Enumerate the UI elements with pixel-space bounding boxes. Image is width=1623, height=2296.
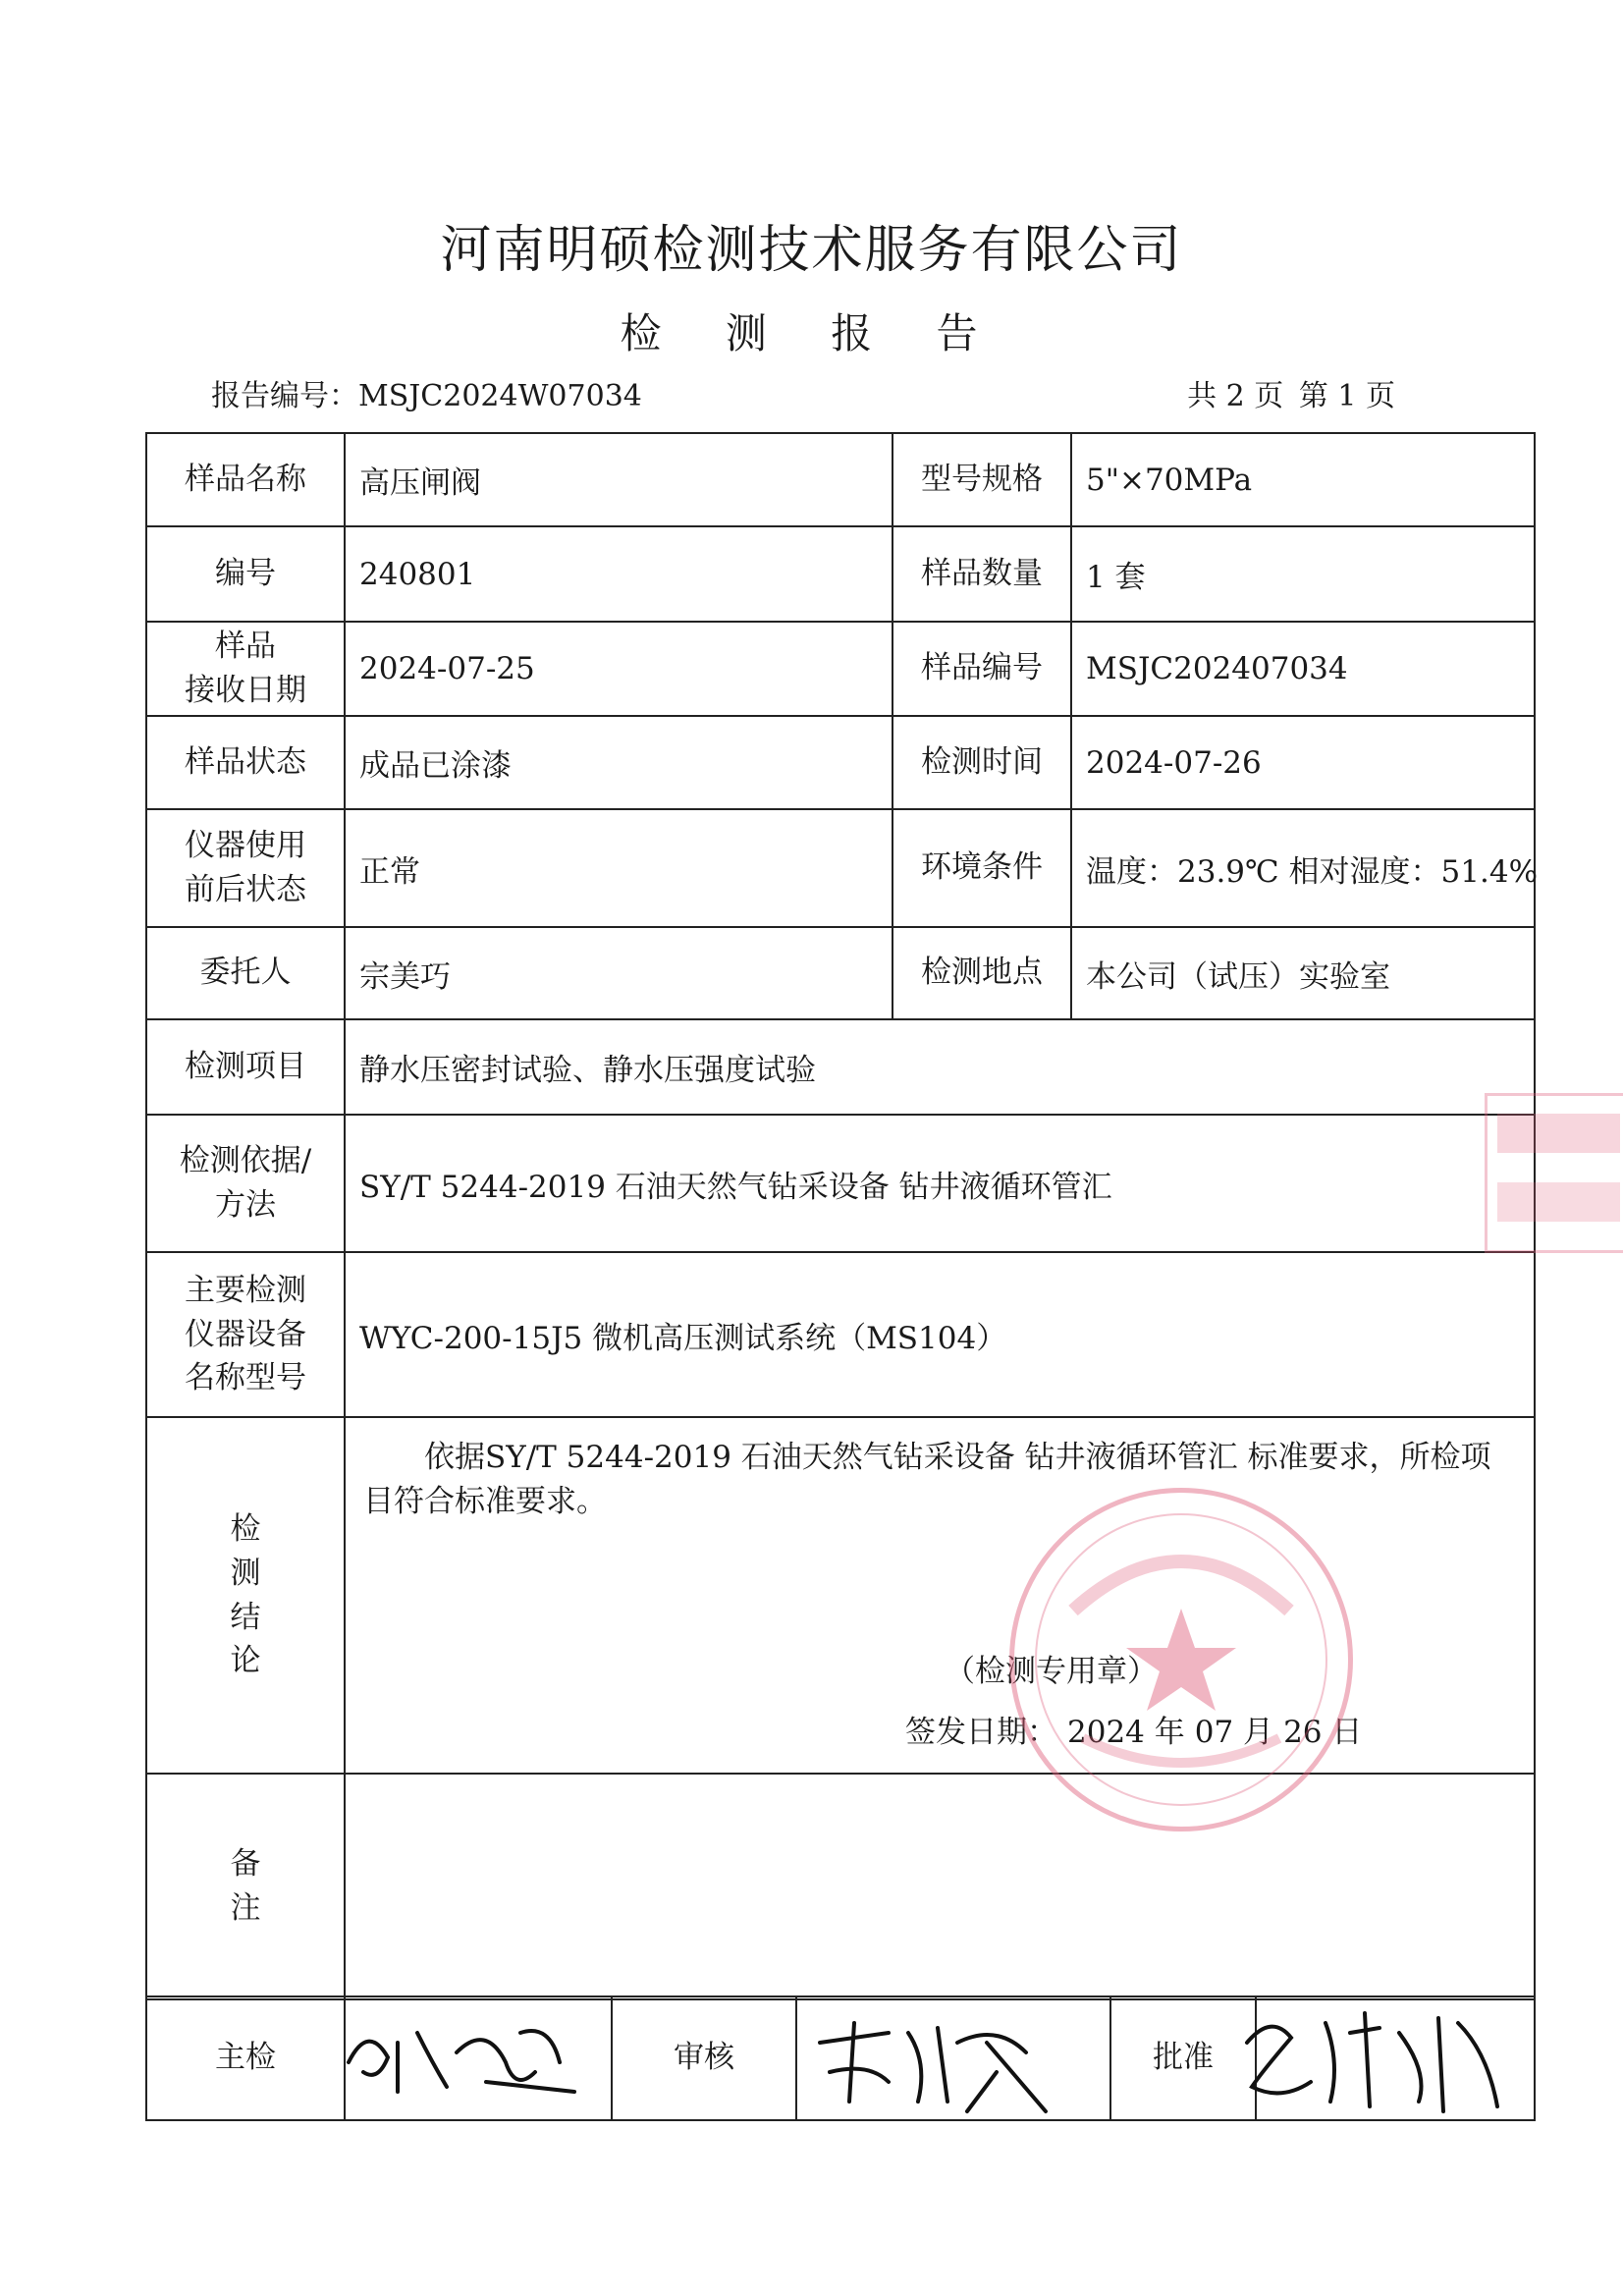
page-total: 共 2 页 <box>1187 379 1284 413</box>
table-row <box>146 1019 1535 1115</box>
env-label: 环境条件 <box>893 809 1071 927</box>
official-seal-stamp <box>1009 1488 1353 1831</box>
client-label: 委托人 <box>146 927 345 1019</box>
remarks-label-char: 注 <box>230 1890 261 1926</box>
reviewer-signature <box>800 2003 1065 2121</box>
equipment-label <box>146 1252 345 1417</box>
remarks-label <box>146 1774 345 1999</box>
approver-signature <box>1232 1994 1517 2121</box>
receive-label-line: 接收日期 <box>185 673 306 708</box>
location-value: 本公司（试压）实验室 <box>1071 927 1535 1019</box>
status-label: 样品状态 <box>146 716 345 809</box>
instrument-status-label <box>146 809 345 927</box>
conclusion-text: 依据SY/T 5244-2019 石油天然气钻采设备 钻井液循环管汇 标准要求，所检项目符合标准要求。 <box>363 1440 1491 1519</box>
basis-label-line: 方法 <box>215 1187 276 1223</box>
basis-label-line: 检测依据/ <box>179 1143 312 1179</box>
table-row <box>146 1115 1535 1252</box>
side-seal-graphic <box>1488 1096 1623 1250</box>
equipment-label-line: 仪器设备 <box>185 1316 306 1352</box>
model-label: 型号规格 <box>893 433 1071 526</box>
location-label: 检测地点 <box>893 927 1071 1019</box>
test-time-label: 检测时间 <box>893 716 1071 809</box>
inspector-label: 主检 <box>146 1996 345 2120</box>
company-name: 河南明硕检测技术服务有限公司 <box>440 221 1183 280</box>
table-row <box>146 716 1535 809</box>
number-value: 240801 <box>345 526 893 622</box>
items-value: 静水压密封试验、静水压强度试验 <box>345 1019 1535 1115</box>
sample-name-label: 样品名称 <box>146 433 345 526</box>
page-current: 第 1 页 <box>1298 379 1395 413</box>
receive-date-label <box>146 622 345 716</box>
sample-no-label: 样品编号 <box>893 622 1071 716</box>
table-row <box>146 433 1535 526</box>
side-seal-stamp <box>1485 1093 1623 1253</box>
issue-date-month: 07 月 <box>1194 1715 1274 1750</box>
seal-graphic <box>1014 1493 1348 1827</box>
conclusion-label <box>146 1417 345 1774</box>
report-number: 报告编号：MSJC2024W07034 <box>211 379 642 413</box>
table-row <box>146 622 1535 716</box>
equipment-label-line: 主要检测 <box>185 1272 306 1308</box>
conclusion-label-char: 测 <box>230 1555 261 1591</box>
conclusion-label-char: 结 <box>230 1599 261 1635</box>
number-label: 编号 <box>146 526 345 622</box>
equipment-label-line: 名称型号 <box>185 1360 306 1396</box>
page-indicator <box>1181 371 1395 414</box>
quantity-label: 样品数量 <box>893 526 1071 622</box>
conclusion-label-char: 论 <box>230 1643 261 1679</box>
instrument-label-line: 前后状态 <box>185 872 306 907</box>
issue-date-day: 26 日 <box>1283 1715 1363 1750</box>
conclusion-label-char: 检 <box>230 1510 261 1547</box>
client-value: 宗美巧 <box>345 927 893 1019</box>
instrument-status-value: 正常 <box>345 809 893 927</box>
quantity-value: 1 套 <box>1071 526 1535 622</box>
sample-no-value: MSJC202407034 <box>1071 622 1535 716</box>
model-value: 5"×70MPa <box>1071 433 1535 526</box>
issue-date-label: 签发日期： <box>905 1715 1057 1750</box>
basis-value: SY/T 5244-2019 石油天然气钻采设备 钻井液循环管汇 <box>345 1115 1535 1252</box>
env-value: 温度：23.9℃ 相对湿度：51.4% <box>1071 809 1535 927</box>
table-row <box>146 927 1535 1019</box>
instrument-label-line: 仪器使用 <box>185 828 306 864</box>
receive-date-value: 2024-07-25 <box>345 622 893 716</box>
report-title: 检 测 报 告 <box>620 309 1003 357</box>
conclusion-cell <box>345 1417 1535 1774</box>
remarks-value <box>345 1774 1535 1999</box>
receive-label-line: 样品 <box>215 629 276 665</box>
test-time-value: 2024-07-26 <box>1071 716 1535 809</box>
table-row <box>146 526 1535 622</box>
items-label: 检测项目 <box>146 1019 345 1115</box>
table-row <box>146 1252 1535 1417</box>
sample-name-value: 高压闸阀 <box>345 433 893 526</box>
issue-date-year: 2024 年 <box>1067 1715 1185 1750</box>
seal-note: （检测专用章） <box>945 1654 1158 1689</box>
approver-label: 批准 <box>1110 1996 1256 2120</box>
status-value: 成品已涂漆 <box>345 716 893 809</box>
basis-label <box>146 1115 345 1252</box>
equipment-value: WYC-200-15J5 微机高压测试系统（MS104） <box>345 1252 1535 1417</box>
inspector-signature <box>339 2003 594 2111</box>
reviewer-label: 审核 <box>612 1996 796 2120</box>
remarks-label-char: 备 <box>230 1846 261 1883</box>
table-row <box>146 809 1535 927</box>
